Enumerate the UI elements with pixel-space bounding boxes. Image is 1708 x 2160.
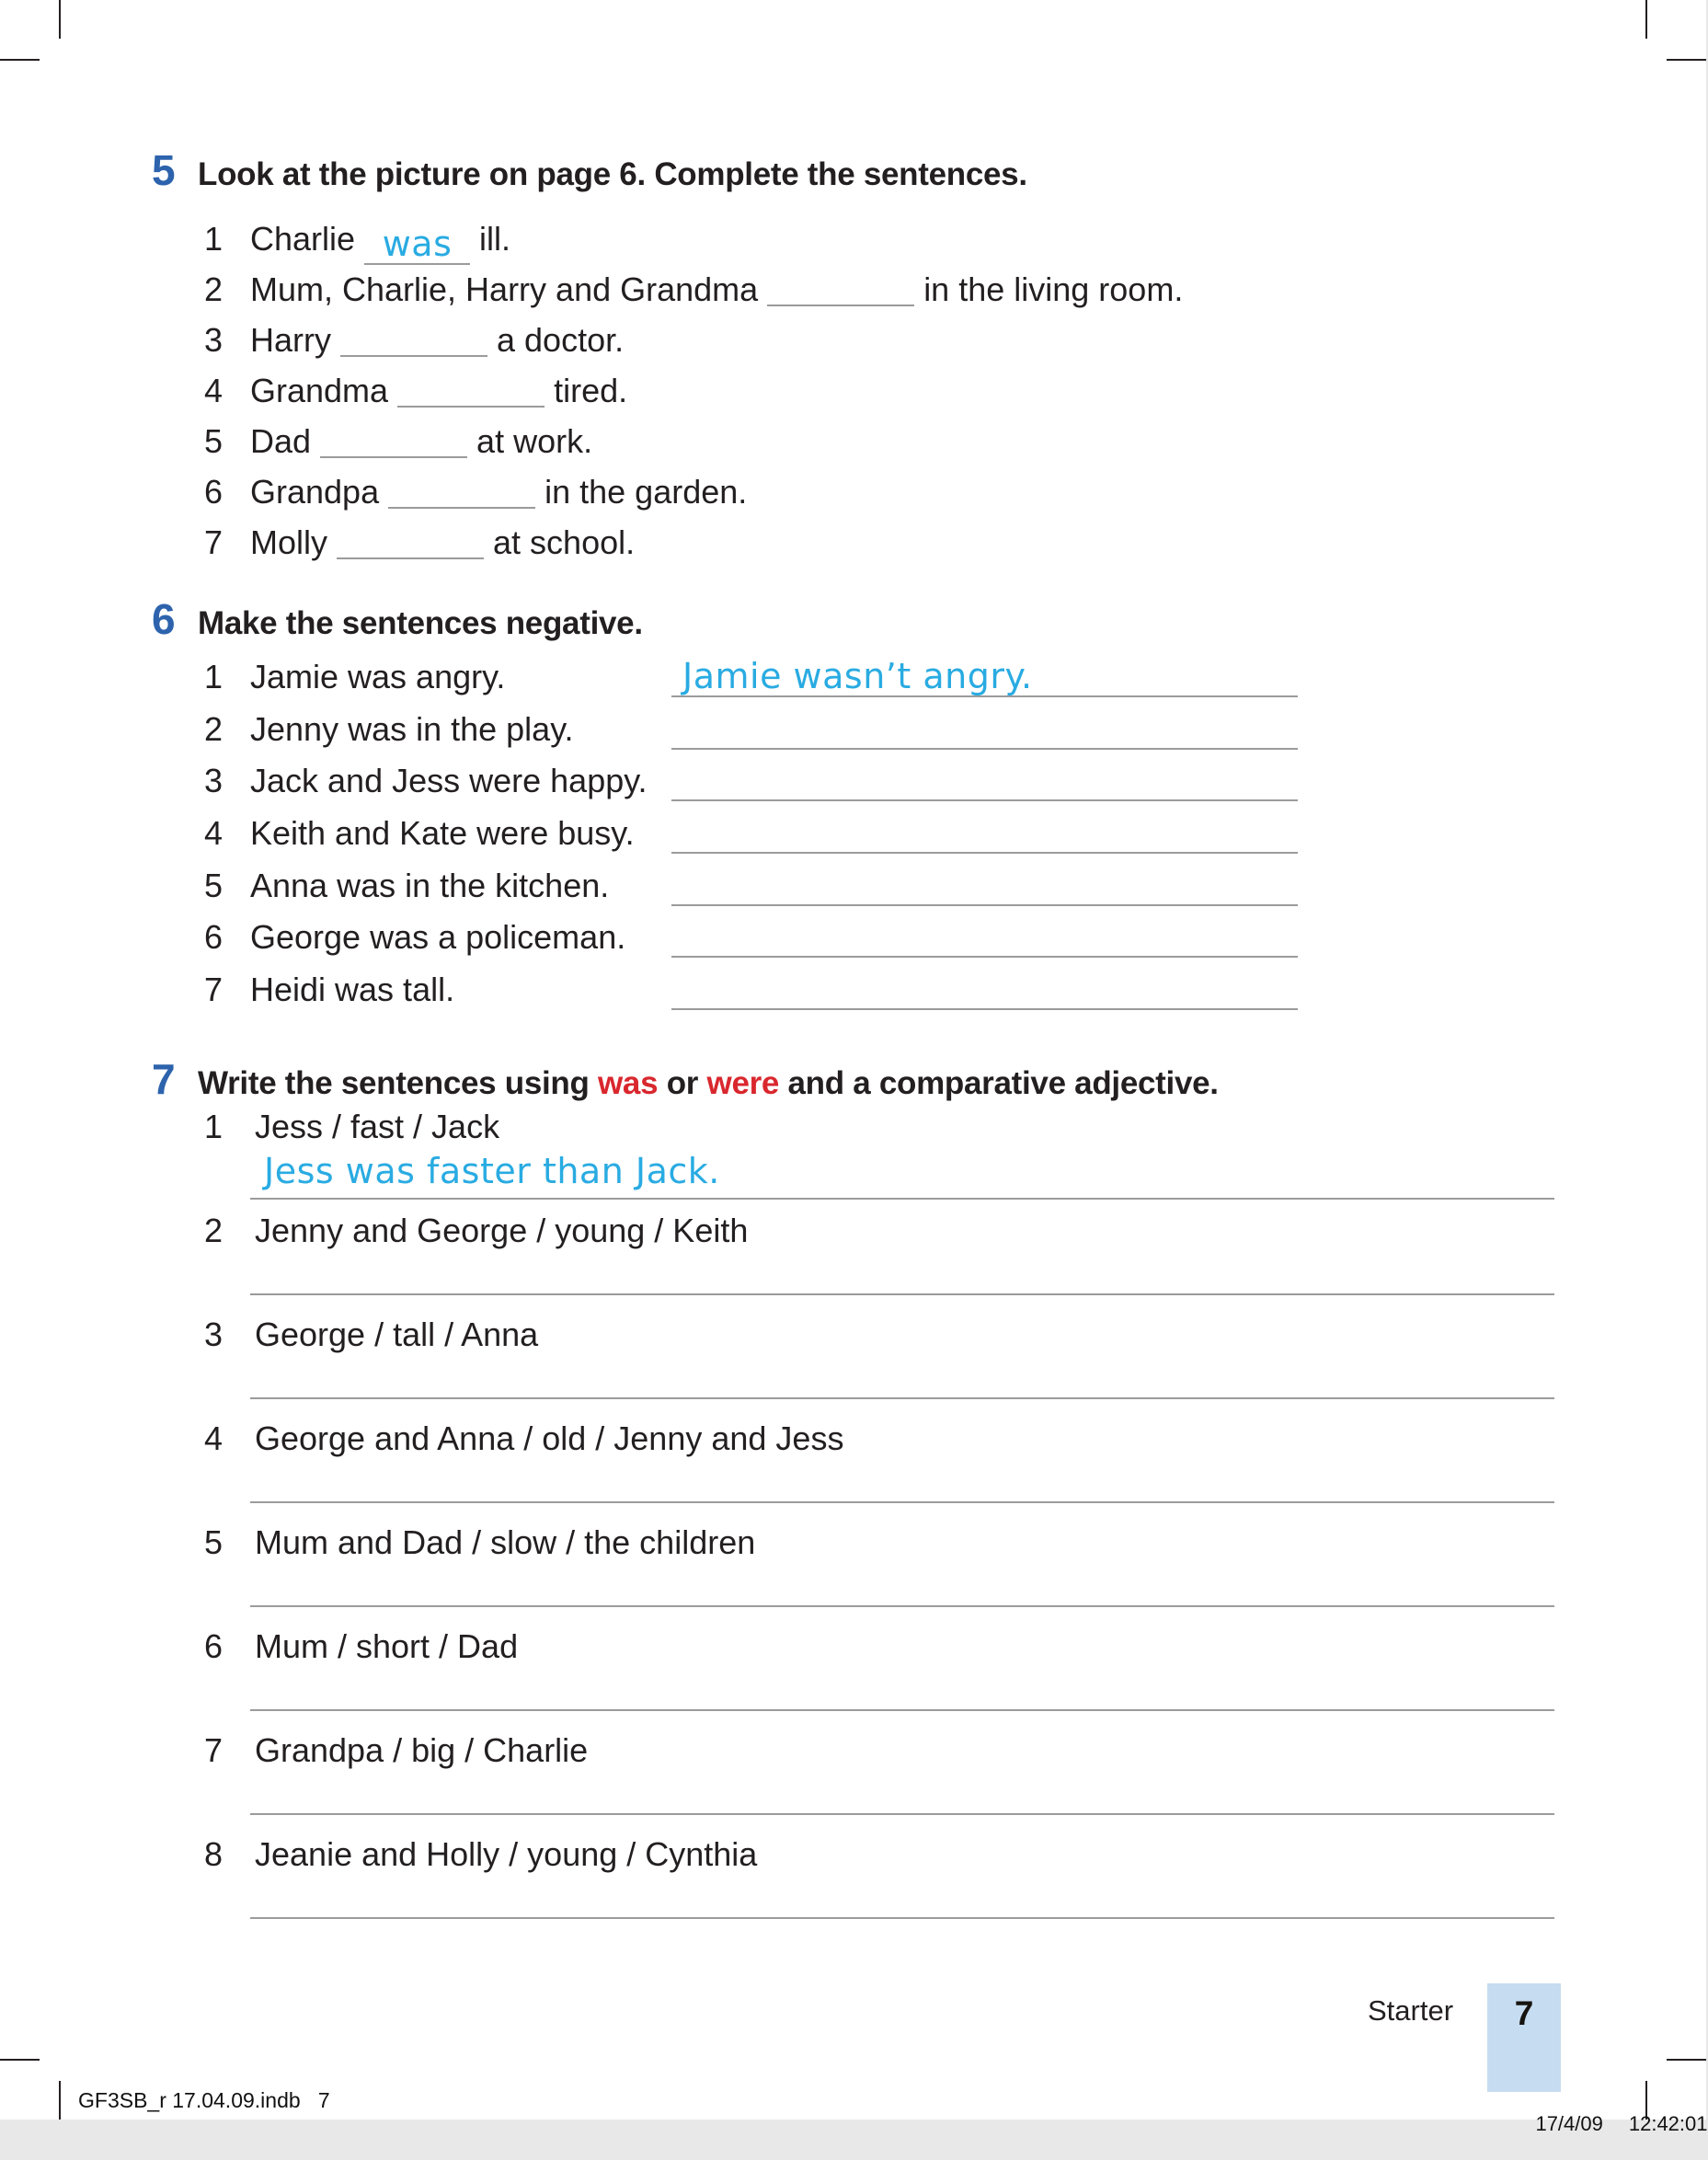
prompt-words: Mum / short / Dad	[255, 1627, 519, 1665]
highlighted-word: was	[598, 1065, 659, 1101]
sentence-end: ill.	[479, 220, 511, 258]
answer-line	[250, 1198, 1554, 1200]
print-time: 12:42:01	[1628, 2112, 1708, 2135]
item-number: 3	[204, 1316, 224, 1353]
source-sentence: Heidi was tall.	[250, 971, 455, 1009]
prompt-words: George and Anna / old / Jenny and Jess	[255, 1419, 844, 1457]
sentence-end: a doctor.	[497, 321, 625, 359]
answer-line	[250, 1605, 1554, 1607]
exercise5-title: Look at the picture on page 6. Complete the sentences.	[198, 156, 1027, 192]
exercise7-item	[204, 1107, 499, 1147]
answer-line	[250, 1813, 1554, 1815]
exercise6-title: Make the sentences negative.	[198, 605, 643, 641]
answer-line	[250, 1293, 1554, 1295]
prompt-words: Jeanie and Holly / young / Cynthia	[255, 1835, 758, 1873]
handwritten-answer: was	[382, 224, 453, 264]
item-number: 5	[204, 422, 224, 460]
title-text: or	[658, 1065, 707, 1101]
item-number: 7	[204, 971, 224, 1009]
sentence-start: Harry	[250, 321, 331, 359]
item-number: 3	[204, 321, 224, 359]
handwritten-answer: Jamie wasn’t angry.	[682, 656, 1033, 696]
answer-line	[250, 1917, 1554, 1919]
source-sentence: Keith and Kate were busy.	[250, 814, 635, 853]
sentence-start: Grandpa	[250, 473, 380, 511]
sentence-start: Molly	[250, 523, 328, 561]
sentence-end: at school.	[493, 523, 636, 561]
exercise7-item	[204, 1315, 538, 1355]
prompt-words: Jess / fast / Jack	[255, 1108, 500, 1145]
source-sentence: George was a policeman.	[250, 918, 626, 957]
item-number: 1	[204, 658, 224, 695]
source-sentence: Anna was in the kitchen.	[250, 866, 610, 904]
sentence-end: at work.	[476, 422, 593, 460]
item-number: 2	[204, 270, 224, 308]
item-number: 2	[204, 1212, 224, 1249]
sentence-start: Dad	[250, 422, 312, 460]
sentence-start: Grandma	[250, 372, 389, 409]
exercise7-item	[204, 1834, 757, 1875]
exercise6-number: 6	[152, 595, 176, 643]
source-sentence: Jack and Jess were happy.	[250, 762, 648, 800]
answer-line	[250, 1397, 1554, 1399]
source-sentence: Jenny was in the play.	[250, 709, 574, 748]
print-date: 17/4/09	[1535, 2112, 1603, 2135]
item-number: 5	[204, 866, 224, 904]
handwritten-answer: Jess was faster than Jack.	[264, 1151, 720, 1191]
source-sentence: Jamie was angry.	[250, 658, 506, 695]
sentence-end: tired.	[554, 372, 628, 409]
sentence-start: Mum, Charlie, Harry and Grandma	[250, 270, 759, 308]
page-number: 7	[1514, 1994, 1534, 2032]
item-number: 4	[204, 814, 224, 853]
item-number: 7	[204, 1731, 224, 1769]
sentence-end: in the living room.	[923, 270, 1184, 308]
print-info-datetime	[1513, 2088, 1708, 2160]
sentence-start: Charlie	[250, 220, 356, 258]
item-number: 1	[204, 1108, 224, 1145]
prompt-words: Mum and Dad / slow / the children	[255, 1523, 756, 1561]
page-number-tab	[1487, 1983, 1561, 2092]
answer-line	[250, 1709, 1554, 1711]
item-number: 5	[204, 1523, 224, 1561]
item-number: 6	[204, 918, 224, 957]
prompt-words: Grandpa / big / Charlie	[255, 1731, 589, 1769]
item-number: 2	[204, 709, 224, 748]
item-number: 6	[204, 473, 224, 511]
title-text: and a comparative adjective.	[779, 1065, 1219, 1101]
item-number: 6	[204, 1627, 224, 1665]
item-number: 1	[204, 220, 224, 258]
item-number: 4	[204, 372, 224, 409]
exercise7-item	[204, 1211, 748, 1251]
item-number: 7	[204, 523, 224, 561]
exercise7-item	[204, 1522, 755, 1563]
exercise7-item	[204, 1626, 518, 1667]
exercise7-item	[204, 1419, 843, 1459]
exercise5-number: 5	[152, 146, 176, 194]
highlighted-word: were	[706, 1065, 780, 1101]
prompt-words: Jenny and George / young / Keith	[255, 1212, 749, 1249]
sentence-end: in the garden.	[544, 473, 748, 511]
title-text: Write the sentences using	[198, 1065, 598, 1101]
print-info-filename: GF3SB_r 17.04.09.indb 7	[78, 2088, 330, 2112]
item-number: 3	[204, 762, 224, 800]
item-number: 8	[204, 1835, 224, 1873]
answer-line	[250, 1501, 1554, 1503]
exercise7-number: 7	[152, 1055, 176, 1103]
section-label: Starter	[1368, 1994, 1454, 2027]
exercise7-item	[204, 1730, 588, 1771]
prompt-words: George / tall / Anna	[255, 1316, 539, 1353]
item-number: 4	[204, 1419, 224, 1457]
